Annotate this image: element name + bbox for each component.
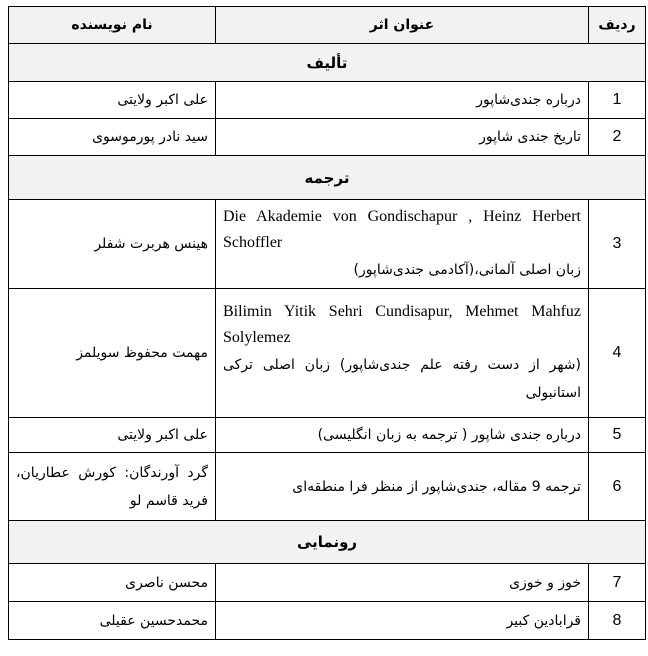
author-name: مهمت محفوظ سویلمز (9, 289, 216, 418)
table-row (9, 200, 646, 289)
work-title: ترجمه 9 مقاله، جندی‌شاپور از منظر فرا منطقه‌ای (216, 453, 589, 521)
table-row (9, 119, 646, 156)
author-name: سید نادر پورموسوی (9, 119, 216, 156)
work-title-latin: Bilimin Yitik Sehri Cundisapur, Mehmet Mahfuz Solylemez (223, 303, 581, 346)
table-row (9, 453, 646, 521)
row-number: 8 (589, 602, 646, 640)
row-number: 1 (589, 82, 646, 119)
header-index: ردیف (589, 7, 646, 44)
work-title: درباره جندی‌شاپور (216, 82, 589, 119)
section-row-translation (9, 156, 646, 200)
works-table (8, 6, 646, 640)
section-row-authorship (9, 44, 646, 82)
author-name: علی اکبر ولایتی (9, 418, 216, 453)
work-title: درباره جندی شاپور ( ترجمه به زبان انگلیسی) (216, 418, 589, 453)
section-title: رونمایی (9, 521, 646, 564)
work-title: قرابادین کبیر (216, 602, 589, 640)
row-number: 5 (589, 418, 646, 453)
work-title-persian: زبان اصلی آلمانی،(آکادمی جندی‌شاپور) (353, 262, 581, 278)
author-name: محمدحسین عقیلی (9, 602, 216, 640)
work-title (216, 289, 589, 418)
table-row (9, 602, 646, 640)
author-name: هینس هربرت شفلر (9, 200, 216, 289)
work-title: تاریخ جندی شاپور (216, 119, 589, 156)
row-number: 7 (589, 564, 646, 602)
table-row (9, 289, 646, 418)
header-title: عنوان اثر (216, 7, 589, 44)
row-number: 4 (589, 289, 646, 418)
row-number: 2 (589, 119, 646, 156)
section-row-unveiling (9, 521, 646, 564)
section-title: ترجمه (9, 156, 646, 200)
table-row (9, 82, 646, 119)
row-number: 6 (589, 453, 646, 521)
author-name: علی اکبر ولایتی (9, 82, 216, 119)
work-title: خوز و خوزی (216, 564, 589, 602)
table-row (9, 564, 646, 602)
author-name: گرد آورندگان: کورش عطاریان، فرید قاسم لو (9, 453, 216, 521)
row-number: 3 (589, 200, 646, 289)
work-title-persian: (شهر از دست رفته علم جندی‌شاپور) زبان اصلی ترکی استانبولی (223, 357, 581, 401)
work-title-latin: Die Akademie von Gondischapur , Heinz Herbert Schoffler (223, 208, 581, 251)
section-title: تألیف (9, 44, 646, 82)
table-row (9, 418, 646, 453)
work-title (216, 200, 589, 289)
author-name: محسن ناصری (9, 564, 216, 602)
table-header-row (9, 7, 646, 44)
header-author: نام نویسنده (9, 7, 216, 44)
